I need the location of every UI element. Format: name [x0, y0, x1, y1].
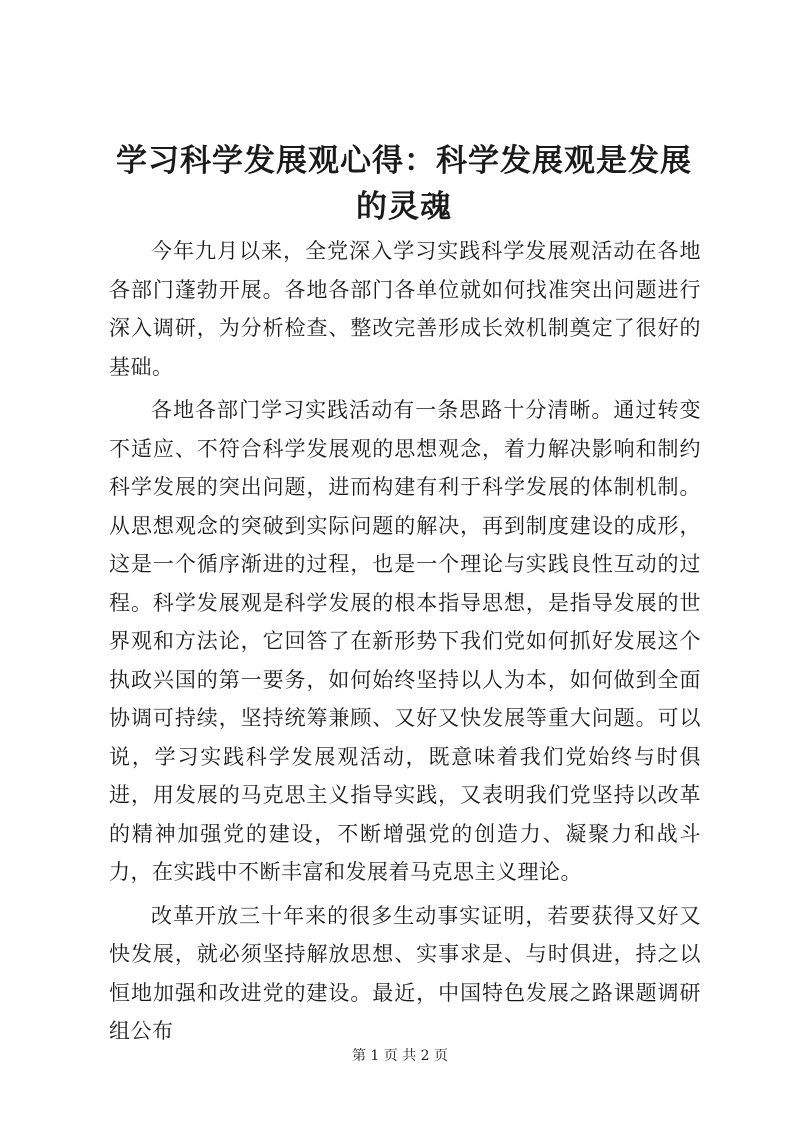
- paragraph-3: 改革开放三十年来的很多生动事实证明，若要获得又好又快发展，就必须坚持解放思想、实事求是、与时俱进，持之以恒地加强和改进党的建设。最近，中国特色发展之路课题调研组公布: [109, 903, 701, 1043]
- document-title: 学习科学发展观心得：科学发展观是发展的灵魂: [116, 143, 692, 225]
- document-body: [109, 232, 701, 1056]
- paragraph-1: 今年九月以来，全党深入学习实践科学发展观活动在各地各部门蓬勃开展。各地各部门各单位就如何找准突出问题进行深入调研，为分析检查、整改完善形成长效机制奠定了很好的基础。: [109, 239, 701, 379]
- paragraph-2: 各地各部门学习实践活动有一条思路十分清晰。通过转变不适应、不符合科学发展观的思想观念，着力解决影响和制约科学发展的突出问题，进而构建有利于科学发展的体制机制。从思想观念的突破到实际问题的解决，再到制度建设的成形，这是一个循序渐进的过程，也是一个理论与实践良性互动的过程。科学发展观是科学发展的根本指导思想，是指导发展的世界观和方法论，它回答了在新形势下我们党如何抓好发展这个执政兴国的第一要务，如何始终坚持以人为本，如何做到全面协调可持续，坚持统筹兼顾、又好又快发展等重大问题。可以说，学习实践科学发展观活动，既意味着我们党始终与时俱进，用发展的马克思主义指导实践，又表明我们党坚持以改革的精神加强党的建设，不断增强党的创造力、凝聚力和战斗力，在实践中不断丰富和发展着马克思主义理论。: [109, 398, 701, 884]
- page-footer: 第 1 页 共 2 页: [351, 1048, 449, 1064]
